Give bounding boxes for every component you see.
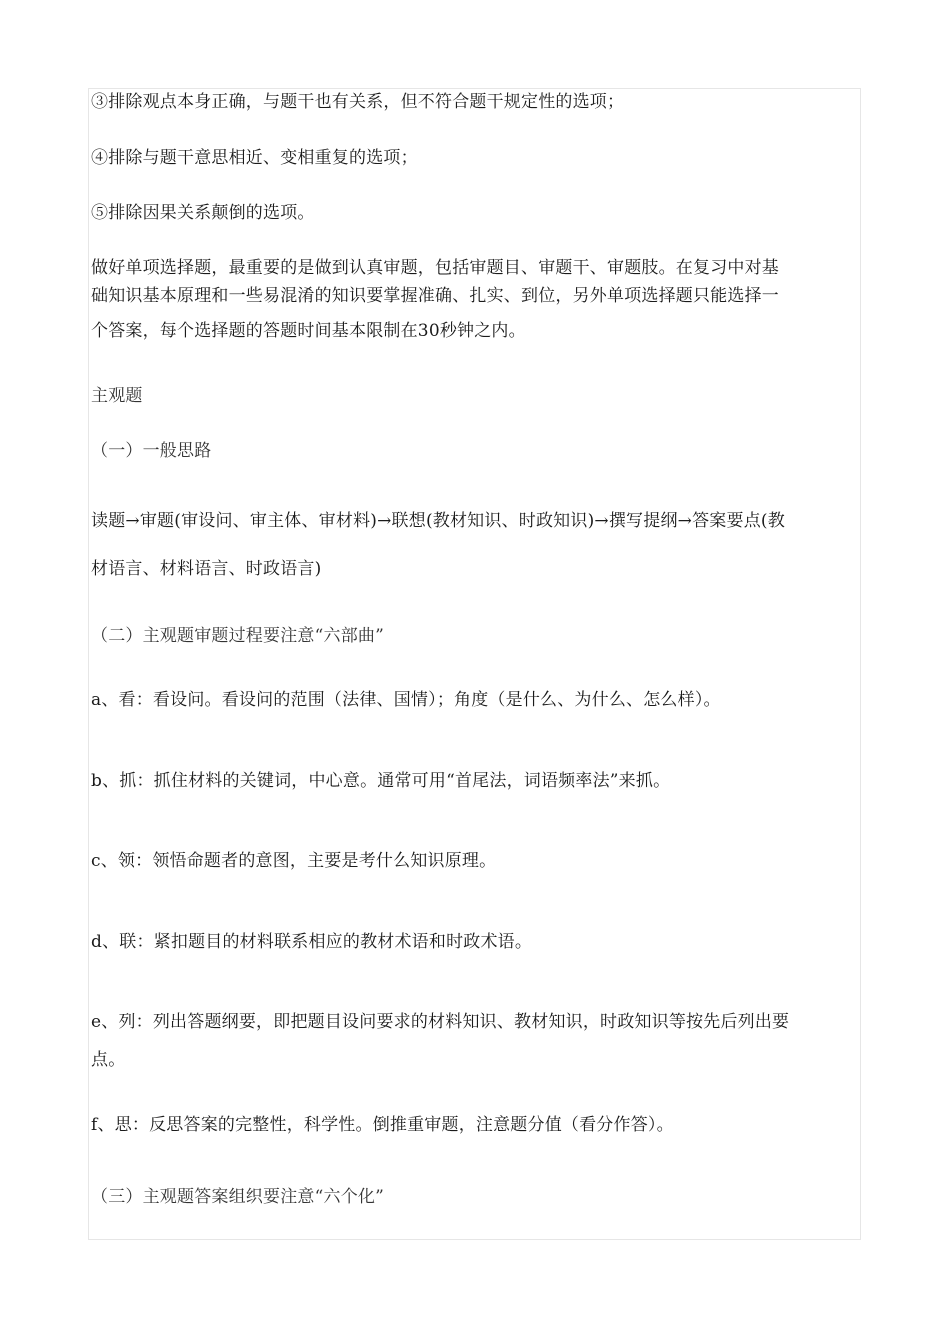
subsection-six-steps: （二）主观题审题过程要注意“六部曲” xyxy=(91,626,384,646)
step-e-line-2: 点。 xyxy=(91,1050,126,1070)
step-c: c、领：领悟命题者的意图，主要是考什么知识原理。 xyxy=(91,851,497,871)
step-d: d、联：紧扣题目的材料联系相应的教材术语和时政术语。 xyxy=(91,932,533,952)
section-title-subjective: 主观题 xyxy=(91,386,143,406)
step-a: a、看：看设问。看设问的范围（法律、国情）；角度（是什么、为什么、怎么样）。 xyxy=(91,690,721,710)
rule-4: ④排除与题干意思相近、变相重复的选项； xyxy=(91,148,418,168)
approach-line-1: 读题→审题(审设问、审主体、审材料)→联想(教材知识、时政知识)→撰写提纲→答案要点(教 xyxy=(91,511,785,531)
rule-5: ⑤排除因果关系颠倒的选项。 xyxy=(91,203,315,223)
advice-line-1: 做好单项选择题，最重要的是做到认真审题，包括审题目、审题干、审题肢。在复习中对基 xyxy=(91,258,779,278)
approach-line-2: 材语言、材料语言、时政语言) xyxy=(91,559,322,579)
step-b: b、抓：抓住材料的关键词，中心意。通常可用“首尾法，词语频率法”来抓。 xyxy=(91,771,671,791)
advice-line-3: 个答案，每个选择题的答题时间基本限制在30秒钟之内。 xyxy=(91,321,526,341)
advice-line-2: 础知识基本原理和一些易混淆的知识要掌握准确、扎实、到位，另外单项选择题只能选择一 xyxy=(91,286,779,306)
rule-3: ③排除观点本身正确，与题干也有关系，但不符合题干规定性的选项； xyxy=(91,92,625,112)
step-e-line-1: e、列：列出答题纲要，即把题目设问要求的材料知识、教材知识，时政知识等按先后列出要 xyxy=(91,1012,790,1032)
step-f: f、思：反思答案的完整性，科学性。倒推重审题，注意题分值（看分作答）。 xyxy=(91,1115,674,1135)
subsection-six-transformations: （三）主观题答案组织要注意“六个化” xyxy=(91,1187,384,1207)
subsection-general-approach: （一）一般思路 xyxy=(91,441,212,461)
